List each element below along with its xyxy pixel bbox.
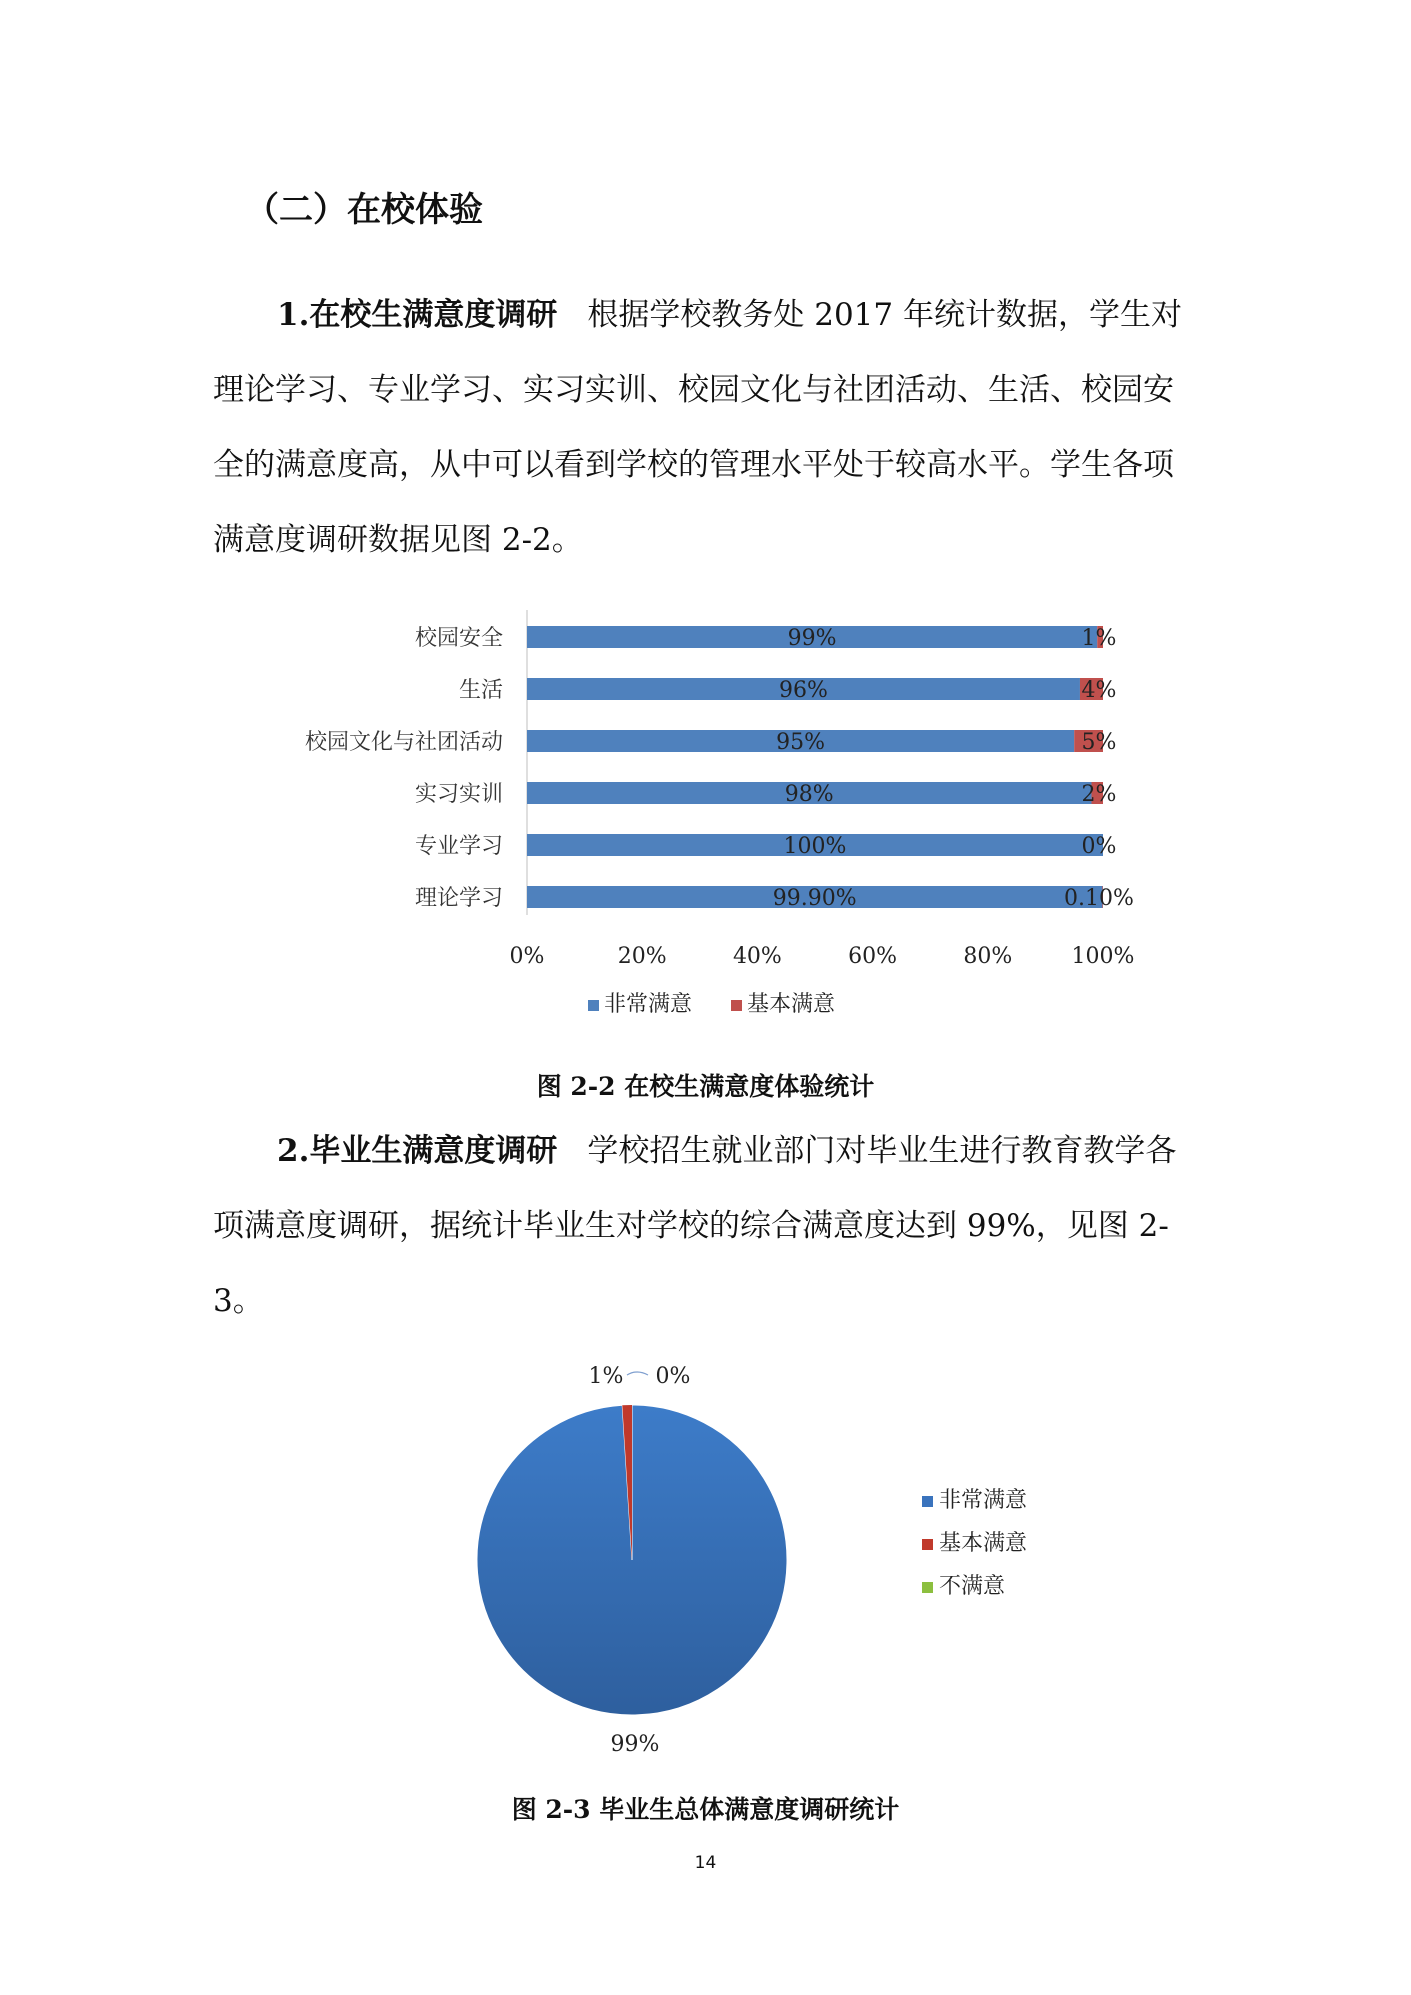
data-label: 2%: [1081, 782, 1117, 807]
category-label: 校园文化与社团活动: [304, 730, 503, 755]
figure-2-3-caption: 图 2-3 毕业生总体满意度调研统计: [511, 1795, 900, 1824]
data-label: 98%: [784, 782, 834, 807]
x-tick-label: 0%: [509, 944, 545, 969]
category-label: 生活: [458, 678, 503, 703]
pie-label-not-satisfied: 0%: [655, 1364, 691, 1389]
legend-swatch: [922, 1582, 933, 1593]
data-label: 95%: [776, 730, 826, 755]
student-satisfaction-bar-chart: [0, 600, 1411, 1020]
data-label: 100%: [783, 834, 847, 859]
paragraph-graduate-satisfaction: [213, 1114, 1203, 1339]
legend-label: 非常满意: [939, 1488, 1028, 1513]
paragraph-body: 根据学校教务处 2017 年统计数据，学生对理论学习、专业学习、实习实训、校园文化与社团活动、生活、校园安全的满意度高，从中可以看到学校的管理水平处于较高水平。学生各项满意度调研数据见图 2-2。: [213, 297, 1182, 558]
legend-label: 基本满意: [747, 992, 836, 1017]
data-label: 4%: [1081, 678, 1117, 703]
data-label: 0%: [1081, 834, 1117, 859]
category-label: 理论学习: [414, 886, 503, 911]
data-label: 99.90%: [772, 886, 857, 911]
legend-label: 不满意: [939, 1574, 1006, 1599]
data-label: 5%: [1081, 730, 1117, 755]
data-label: 0.10%: [1064, 886, 1134, 911]
pie-label-very-satisfied: 99%: [610, 1732, 660, 1757]
pie-slice-very-satisfied: [477, 1405, 787, 1715]
x-tick-label: 80%: [963, 944, 1013, 969]
paragraph-body: 学校招生就业部门对毕业生进行教育教学各项满意度调研，据统计毕业生对学校的综合满意度达到 99%，见图 2-3。: [213, 1133, 1177, 1319]
legend-swatch: [588, 1000, 599, 1011]
legend-swatch: [922, 1496, 933, 1507]
section-heading: （二）在校体验: [245, 190, 483, 230]
category-label: 实习实训: [414, 782, 503, 807]
data-label: 1%: [1081, 626, 1117, 651]
x-tick-label: 100%: [1071, 944, 1135, 969]
page-number: 14: [694, 1853, 717, 1873]
graduate-satisfaction-pie-chart: [0, 1350, 1411, 1770]
paragraph-student-satisfaction: [213, 278, 1203, 578]
category-label: 校园安全: [414, 626, 503, 651]
pie-label-basically-satisfied: 1%: [588, 1364, 624, 1389]
leader-line: [627, 1372, 648, 1375]
category-label: 专业学习: [414, 834, 503, 859]
paragraph-lead: 1.在校生满意度调研: [277, 297, 558, 333]
legend-label: 基本满意: [939, 1531, 1028, 1556]
paragraph-lead: 2.毕业生满意度调研: [277, 1133, 558, 1169]
legend-label: 非常满意: [604, 992, 693, 1017]
legend-swatch: [731, 1000, 742, 1011]
data-label: 96%: [779, 678, 828, 703]
legend-swatch: [922, 1539, 933, 1550]
x-tick-label: 20%: [617, 944, 667, 969]
x-tick-label: 60%: [848, 944, 898, 969]
figure-2-2-caption: 图 2-2 在校生满意度体验统计: [536, 1072, 875, 1101]
data-label: 99%: [787, 626, 837, 651]
x-tick-label: 40%: [732, 944, 782, 969]
